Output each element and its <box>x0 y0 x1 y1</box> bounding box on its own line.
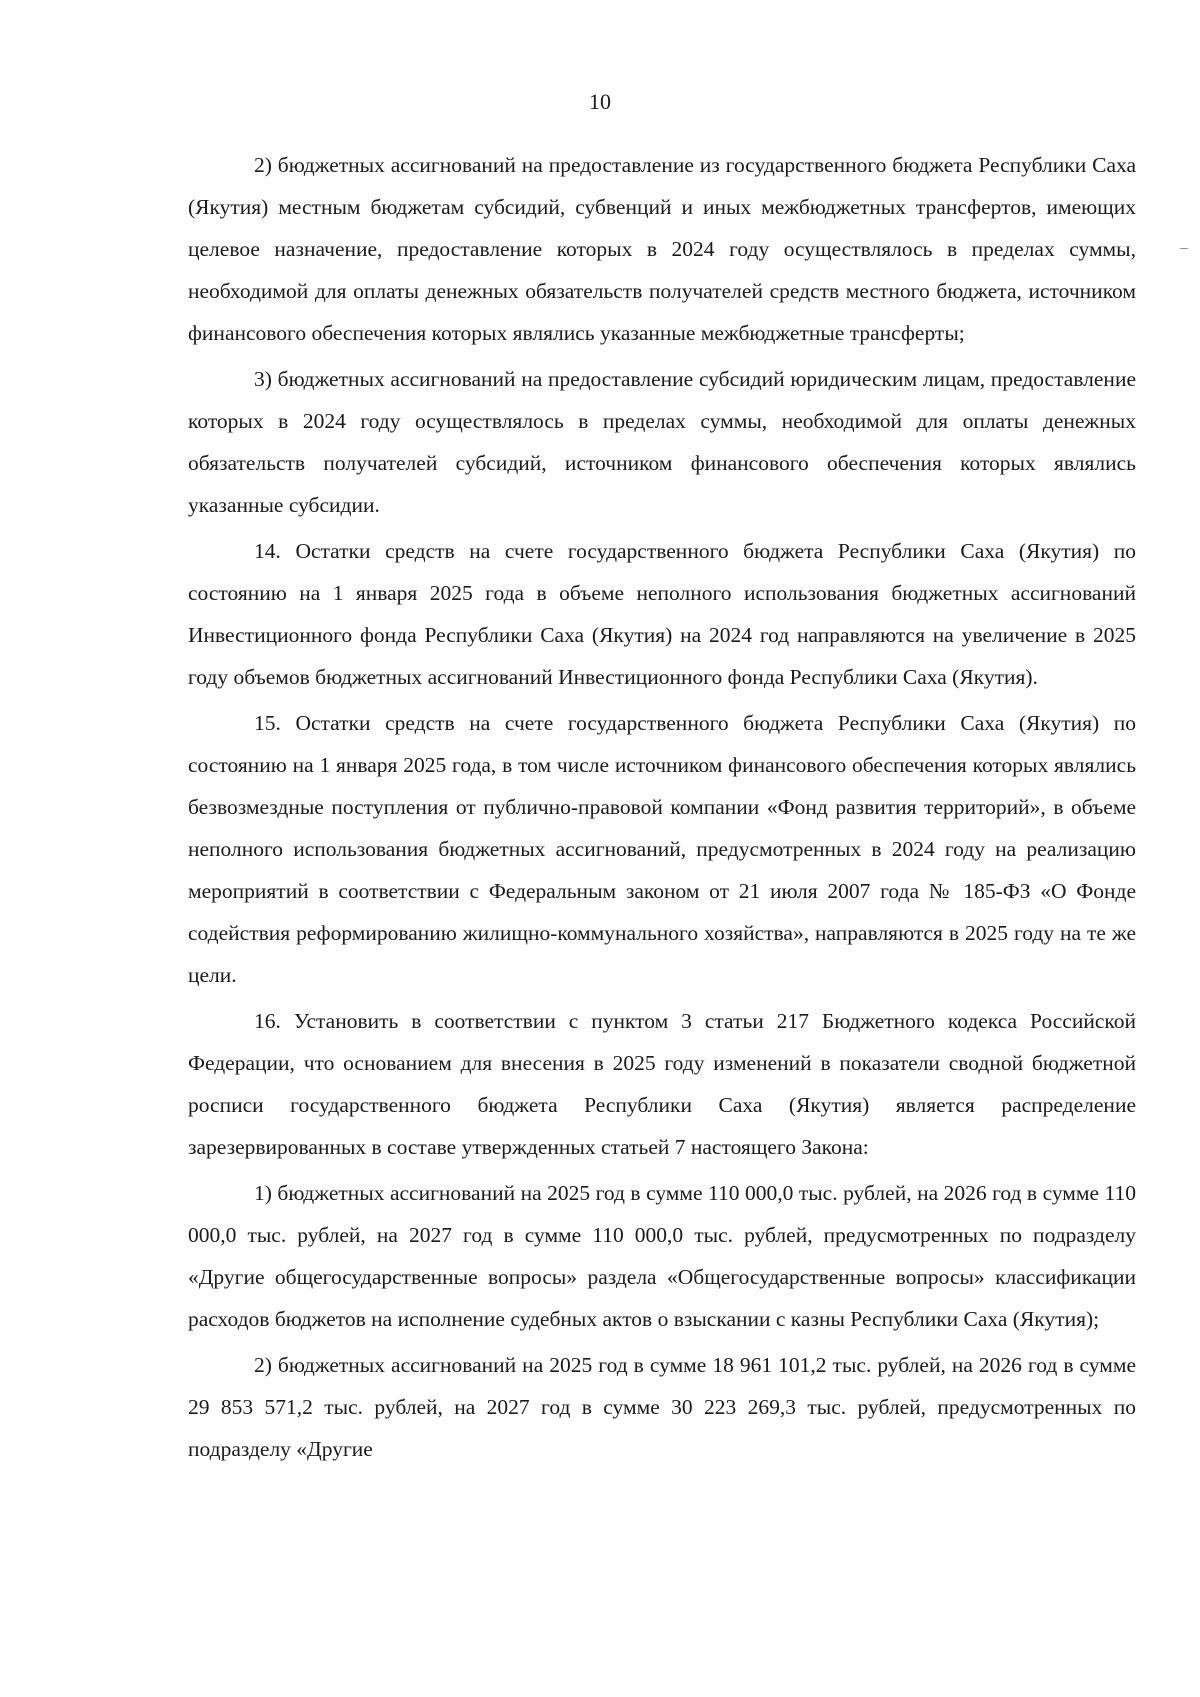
paragraph-16-budget-schedule-changes: 16. Установить в соответствии с пунктом 3 статьи 217 Бюджетного кодекса Российской Федерации, что основанием для внесения в 2025 году изменений в показатели сводной бюджетной росписи государственного бюджета Республики Саха (Якутия) является распределение зарезервированных в составе утвержденных статьей 7 настоящего Закона: <box>188 1009 1136 1159</box>
paragraph-14-investment-fund-balances: 14. Остатки средств на счете государственного бюджета Республики Саха (Якутия) по состоянию на 1 января 2025 года в объеме неполного использования бюджетных ассигнований Инвестиционного фонда Республики Саха (Якутия) на 2024 год направляются на увеличение в 2025 году объемов бюджетных ассигнований Инвестиционного фонда Республики Саха (Якутия). <box>188 539 1136 689</box>
paragraph-15-territory-fund-balances: 15. Остатки средств на счете государственного бюджета Республики Саха (Якутия) по состоянию на 1 января 2025 года, в том числе источником финансового обеспечения которых являлись безвозмездные поступления от публично-правовой компании «Фонд развития территорий», в объеме неполного использования бюджетных ассигнований, предусмотренных в 2024 году на реализацию мероприятий в соответствии с Федеральным законом от 21 июля 2007 года № 185-ФЗ «О Фонде содействия реформированию жилищно-коммунального хозяйства», направляются в 2025 году на те же цели. <box>188 711 1136 987</box>
paragraph-item-2-other-allocations: 2) бюджетных ассигнований на 2025 год в сумме 18 961 101,2 тыс. рублей, на 2026 год в сумме 29 853 571,2 тыс. рублей, на 2027 год в сумме 30 223 269,3 тыс. рублей, предусмотренных по подразделу «Другие <box>188 1353 1136 1461</box>
paragraph-item-2-interbudget-transfers: 2) бюджетных ассигнований на предоставление из государственного бюджета Республики Саха (Якутия) местным бюджетам субсидий, субвенций и иных межбюджетных трансфертов, имеющих целевое назначение, предоставление которых в 2024 году осуществлялось в пределах суммы, необходимой для оплаты денежных обязательств получателей средств местного бюджета, источником финансового обеспечения которых являлись указанные межбюджетные трансферты; <box>188 153 1136 345</box>
document-body <box>188 144 1136 1476</box>
paragraph-item-3-legal-entity-subsidies: 3) бюджетных ассигнований на предоставление субсидий юридическим лицам, предоставление которых в 2024 году осуществлялось в пределах суммы, необходимой для оплаты денежных обязательств получателей субсидий, источником финансового обеспечения которых являлись указанные субсидии. <box>188 367 1136 517</box>
paragraph-item-1-court-acts-allocations: 1) бюджетных ассигнований на 2025 год в сумме 110 000,0 тыс. рублей, на 2026 год в сумме 110 000,0 тыс. рублей, на 2027 год в сумме 110 000,0 тыс. рублей, предусмотренных по подразделу «Другие общегосударственные вопросы» раздела «Общегосударственные вопросы» классификации расходов бюджетов на исполнение судебных актов о взыскании с казны Республики Саха (Якутия); <box>188 1181 1136 1331</box>
page-number: 10 <box>589 89 611 114</box>
scan-margin-mark <box>1180 248 1188 249</box>
